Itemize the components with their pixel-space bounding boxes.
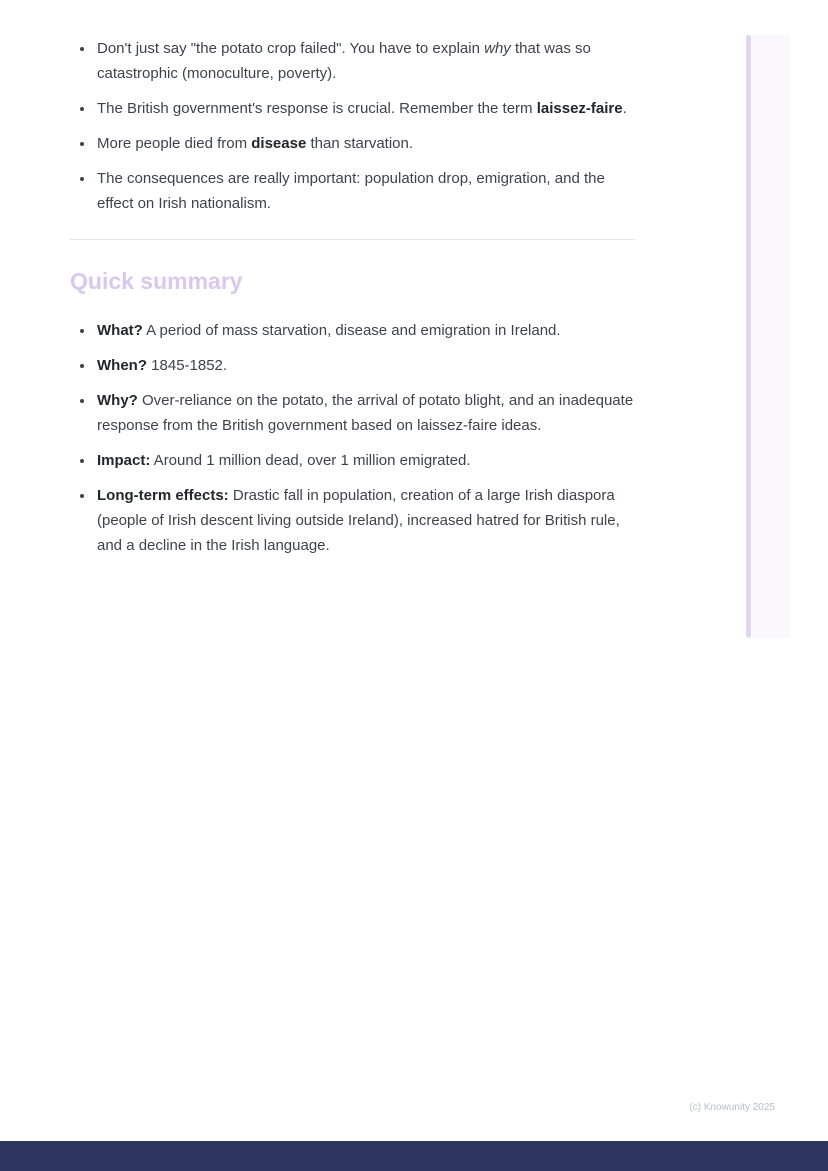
section-divider — [70, 239, 635, 240]
scrollbar-thumb[interactable] — [746, 35, 751, 638]
list-item — [95, 318, 642, 343]
summary-text: A period of mass starvation, disease and emigration in Ireland. — [142, 322, 561, 339]
summary-label: Why? — [97, 392, 138, 409]
bullet-text: More people died from — [97, 135, 252, 152]
list-item — [95, 483, 642, 558]
summary-section — [70, 318, 642, 558]
summary-text: Over-reliance on the potato, the arrival of potato blight, and an inadequate response from the British government based on laissez-faire ideas. — [97, 392, 634, 434]
list-item — [95, 388, 642, 438]
summary-text: 1845-1852. — [147, 357, 228, 374]
bullet-text: that was so catastrophic (monoculture, poverty). — [97, 40, 591, 82]
list-item — [95, 36, 642, 86]
bullet-text: than starvation. — [306, 135, 414, 152]
bullet-text: The British government's response is crucial. Remember the term — [97, 100, 537, 117]
summary-text: Around 1 million dead, over 1 million emigrated. — [150, 452, 471, 469]
quick-summary-heading: Quick summary — [70, 268, 243, 294]
summary-list — [70, 318, 642, 558]
summary-label: Long-term effects: — [97, 487, 229, 504]
bullet-text: The consequences are really important: population drop, emigration, and the effect on Irish nationalism. — [97, 170, 605, 212]
list-item — [95, 166, 642, 216]
scrollbar-track[interactable] — [752, 35, 790, 638]
summary-label: When? — [97, 357, 147, 374]
list-item — [95, 448, 642, 473]
bullet-text-bold: laissez-faire — [536, 100, 623, 117]
bullet-text-italic: why — [484, 40, 511, 57]
bottom-bar — [0, 1141, 828, 1171]
bullet-text: . — [622, 100, 627, 117]
bullet-text-bold: disease — [251, 135, 307, 152]
list-item — [95, 131, 642, 156]
summary-label: Impact: — [97, 452, 151, 469]
notes-content — [70, 36, 642, 558]
summary-text: Drastic fall in population, creation of a large Irish diaspora (people of Irish descent living outside Ireland), increased hatred for British rule, and a decline in the Irish language. — [97, 487, 620, 554]
bullet-text: Don't just say "the potato crop failed". You have to explain — [97, 40, 485, 57]
list-item — [95, 96, 642, 121]
key-points-list — [70, 36, 642, 216]
copyright-text: (c) Knowunity 2025 — [689, 1102, 775, 1113]
summary-label: What? — [97, 322, 143, 339]
list-item — [95, 353, 642, 378]
